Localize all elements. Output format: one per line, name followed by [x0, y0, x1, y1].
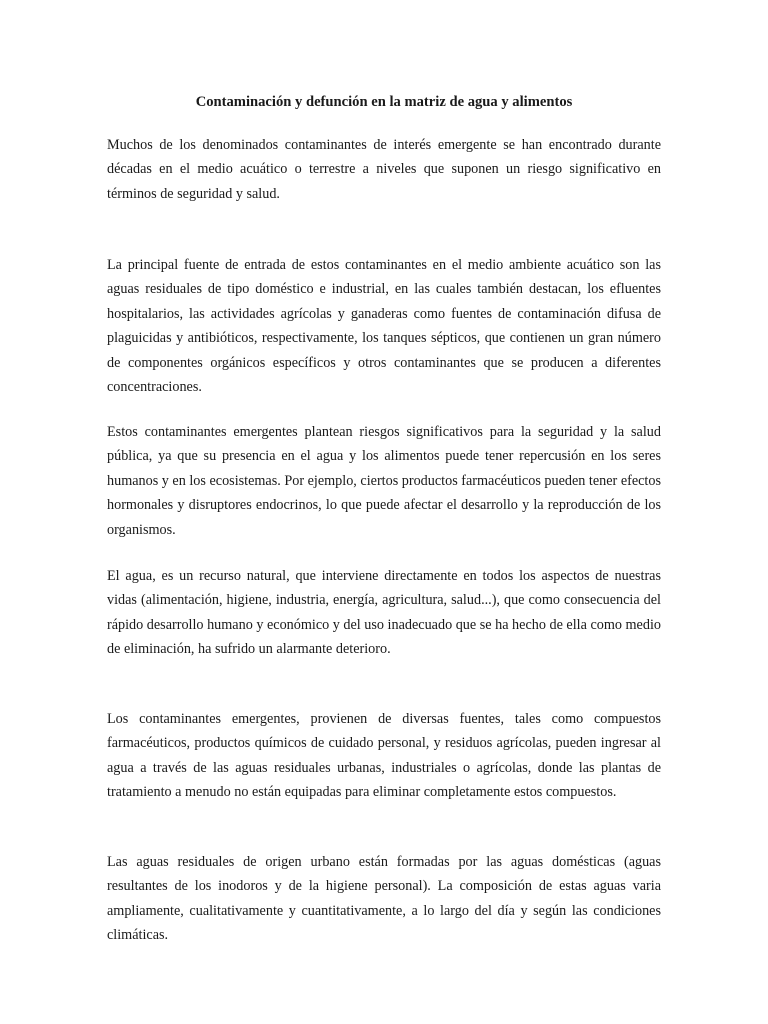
- paragraph-3: Estos contaminantes emergentes plantean riesgos significativos para la seguridad y la salud pública, ya que su presencia en el agua y los alimentos puede tener repercusión en los seres humanos y en los ecosistemas. Por ejemplo, ciertos productos farmacéuticos pueden tener efectos hormonales y disruptores endocrinos, lo que puede afectar el desarrollo y la reproducción de los organismos.: [107, 424, 661, 538]
- paragraph-6: Las aguas residuales de origen urbano están formadas por las aguas domésticas (aguas resultantes de los inodoros y de la higiene personal). La composición de estas aguas varia ampliamente, cualitativamente y cuantitativamente, a lo largo del día y según las condiciones climáticas.: [107, 854, 661, 944]
- paragraph-4: El agua, es un recurso natural, que interviene directamente en todos los aspectos de nuestras vidas (alimentación, higiene, industria, energía, agricultura, salud...), que como consecuencia del rápido desarrollo humano y económico y del uso inadecuado que se ha hecho de ella como medio de eliminación, ha sufrido un alarmante deterioro.: [107, 568, 661, 658]
- paragraph-2: La principal fuente de entrada de estos contaminantes en el medio ambiente acuático son las aguas residuales de tipo doméstico e industrial, en las cuales también destacan, los efluentes hospitalarios, las actividades agrícolas y ganaderas como fuentes de contaminación difusa de plaguicidas y antibióticos, respectivamente, los tanques sépticos, que contienen un gran número de componentes orgánicos específicos y otros contaminantes que se producen a diferentes concentraciones.: [107, 257, 661, 396]
- paragraph-1: Muchos de los denominados contaminantes de interés emergente se han encontrado durante décadas en el medio acuático o terrestre a niveles que suponen un riesgo significativo en términos de seguridad y salud.: [107, 137, 661, 202]
- paragraph-5: Los contaminantes emergentes, provienen de diversas fuentes, tales como compuestos farmacéuticos, productos químicos de cuidado personal, y residuos agrícolas, pueden ingresar al agua a través de las aguas residuales urbanas, industriales o agrícolas, donde las plantas de tratamiento a menudo no están equipadas para eliminar completamente estos compuestos.: [107, 711, 661, 801]
- document-title: Contaminación y defunción en la matriz de agua y alimentos: [195, 94, 573, 110]
